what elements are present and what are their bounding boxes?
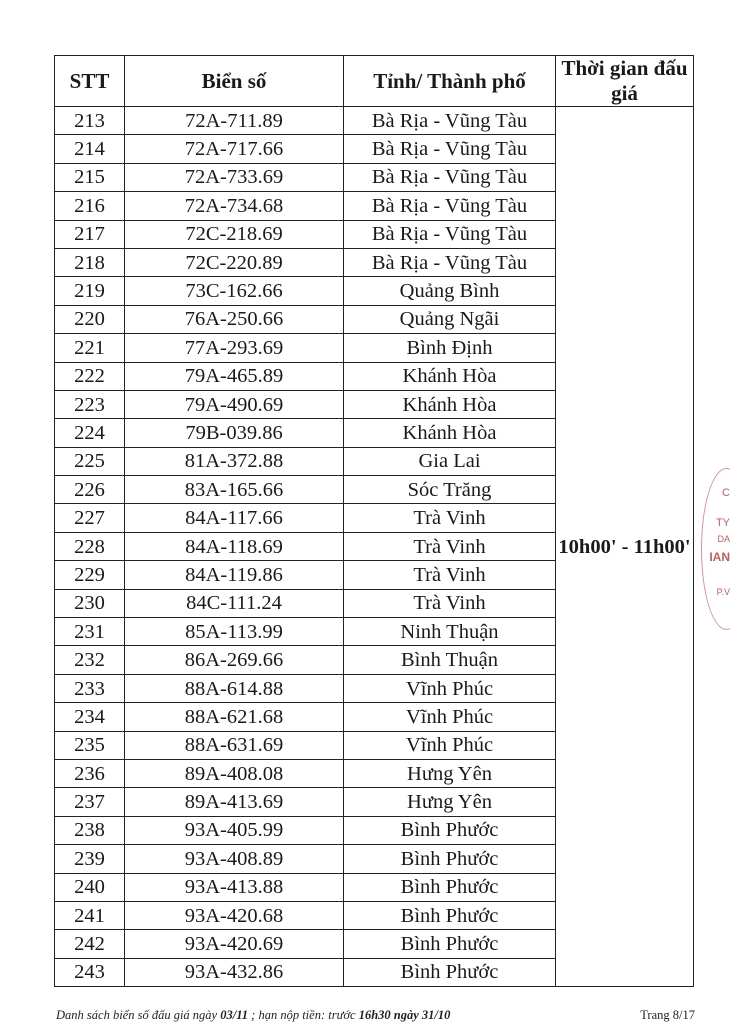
row-plate-cell: 84A-119.86	[125, 561, 344, 589]
row-stt-cell: 237	[55, 788, 125, 816]
row-stt-cell: 218	[55, 248, 125, 276]
row-province-cell: Khánh Hòa	[344, 419, 556, 447]
stamp-fragment-4: IAN	[709, 550, 730, 564]
row-province-cell: Bình Phước	[344, 816, 556, 844]
row-stt-cell: 238	[55, 816, 125, 844]
row-stt-cell: 225	[55, 447, 125, 475]
row-province-cell: Vĩnh Phúc	[344, 731, 556, 759]
row-province-cell: Bình Phước	[344, 873, 556, 901]
auction-time-cell: 10h00' - 11h00'	[556, 107, 694, 987]
row-province-cell: Khánh Hòa	[344, 390, 556, 418]
row-plate-cell: 93A-420.68	[125, 901, 344, 929]
footer-note	[56, 1008, 696, 1023]
row-stt-cell: 216	[55, 192, 125, 220]
license-plate-auction-table	[54, 55, 694, 987]
row-province-cell: Hưng Yên	[344, 788, 556, 816]
row-stt-cell: 226	[55, 476, 125, 504]
row-plate-cell: 73C-162.66	[125, 277, 344, 305]
row-stt-cell: 231	[55, 618, 125, 646]
row-stt-cell: 220	[55, 305, 125, 333]
row-stt-cell: 221	[55, 334, 125, 362]
row-plate-cell: 81A-372.88	[125, 447, 344, 475]
row-stt-cell: 213	[55, 107, 125, 135]
row-plate-cell: 72C-220.89	[125, 248, 344, 276]
row-stt-cell: 241	[55, 901, 125, 929]
row-plate-cell: 77A-293.69	[125, 334, 344, 362]
row-stt-cell: 232	[55, 646, 125, 674]
page-number: Trang 8/17	[640, 1008, 695, 1022]
row-province-cell: Bà Rịa - Vũng Tàu	[344, 220, 556, 248]
row-province-cell: Khánh Hòa	[344, 362, 556, 390]
row-plate-cell: 84A-117.66	[125, 504, 344, 532]
row-stt-cell: 222	[55, 362, 125, 390]
table-row	[55, 107, 694, 135]
row-stt-cell: 215	[55, 163, 125, 191]
row-province-cell: Hưng Yên	[344, 759, 556, 787]
row-plate-cell: 84C-111.24	[125, 589, 344, 617]
header-stt: STT	[55, 56, 125, 107]
row-stt-cell: 227	[55, 504, 125, 532]
row-stt-cell: 219	[55, 277, 125, 305]
row-plate-cell: 79A-490.69	[125, 390, 344, 418]
row-province-cell: Bà Rịa - Vũng Tàu	[344, 248, 556, 276]
row-plate-cell: 76A-250.66	[125, 305, 344, 333]
row-plate-cell: 93A-420.69	[125, 930, 344, 958]
stamp-fragment-3: DA	[717, 534, 730, 544]
row-plate-cell: 72A-717.66	[125, 135, 344, 163]
row-province-cell: Bà Rịa - Vũng Tàu	[344, 107, 556, 135]
table-header-row	[55, 56, 694, 107]
row-province-cell: Bình Phước	[344, 958, 556, 986]
row-plate-cell: 89A-408.08	[125, 759, 344, 787]
footer-text-before-date: Danh sách biển số đấu giá ngày	[56, 1008, 221, 1022]
row-province-cell: Gia Lai	[344, 447, 556, 475]
row-province-cell: Bình Phước	[344, 845, 556, 873]
row-plate-cell: 83A-165.66	[125, 476, 344, 504]
row-stt-cell: 234	[55, 703, 125, 731]
row-plate-cell: 93A-408.89	[125, 845, 344, 873]
row-province-cell: Vĩnh Phúc	[344, 674, 556, 702]
row-province-cell: Quảng Bình	[344, 277, 556, 305]
row-province-cell: Bình Phước	[344, 901, 556, 929]
table-body	[55, 107, 694, 987]
auction-table-container	[54, 55, 693, 987]
row-stt-cell: 240	[55, 873, 125, 901]
row-plate-cell: 79B-039.86	[125, 419, 344, 447]
row-stt-cell: 242	[55, 930, 125, 958]
row-stt-cell: 239	[55, 845, 125, 873]
row-stt-cell: 236	[55, 759, 125, 787]
row-stt-cell: 229	[55, 561, 125, 589]
stamp-fragment-5: P.V	[716, 587, 730, 597]
row-plate-cell: 88A-621.68	[125, 703, 344, 731]
row-plate-cell: 72A-733.69	[125, 163, 344, 191]
header-plate-number: Biển số	[125, 56, 344, 107]
row-plate-cell: 85A-113.99	[125, 618, 344, 646]
row-stt-cell: 217	[55, 220, 125, 248]
row-plate-cell: 86A-269.66	[125, 646, 344, 674]
row-plate-cell: 72A-734.68	[125, 192, 344, 220]
stamp-fragment-2: TY	[715, 517, 730, 529]
footer-auction-date: 03/11	[220, 1008, 249, 1022]
row-province-cell: Trà Vinh	[344, 532, 556, 560]
row-province-cell: Bà Rịa - Vũng Tàu	[344, 192, 556, 220]
row-plate-cell: 88A-631.69	[125, 731, 344, 759]
footer-payment-deadline: 16h30 ngày 31/10	[358, 1008, 451, 1022]
row-stt-cell: 235	[55, 731, 125, 759]
row-plate-cell: 79A-465.89	[125, 362, 344, 390]
row-province-cell: Vĩnh Phúc	[344, 703, 556, 731]
row-province-cell: Trà Vinh	[344, 561, 556, 589]
row-plate-cell: 72A-711.89	[125, 107, 344, 135]
row-plate-cell: 72C-218.69	[125, 220, 344, 248]
row-stt-cell: 223	[55, 390, 125, 418]
row-province-cell: Bình Phước	[344, 930, 556, 958]
row-stt-cell: 233	[55, 674, 125, 702]
row-province-cell: Bà Rịa - Vũng Tàu	[344, 135, 556, 163]
row-stt-cell: 224	[55, 419, 125, 447]
row-plate-cell: 84A-118.69	[125, 532, 344, 560]
row-plate-cell: 93A-413.88	[125, 873, 344, 901]
header-auction-time: Thời gian đấu giá	[556, 56, 694, 107]
stamp-fragment-1: C	[722, 487, 730, 499]
footer-text-middle: ; hạn nộp tiền: trước	[248, 1008, 359, 1022]
row-plate-cell: 89A-413.69	[125, 788, 344, 816]
header-province: Tỉnh/ Thành phố	[344, 56, 556, 107]
row-province-cell: Bà Rịa - Vũng Tàu	[344, 163, 556, 191]
row-province-cell: Quảng Ngãi	[344, 305, 556, 333]
row-province-cell: Sóc Trăng	[344, 476, 556, 504]
row-province-cell: Trà Vinh	[344, 504, 556, 532]
row-plate-cell: 93A-405.99	[125, 816, 344, 844]
row-stt-cell: 214	[55, 135, 125, 163]
row-province-cell: Bình Định	[344, 334, 556, 362]
row-stt-cell: 243	[55, 958, 125, 986]
row-plate-cell: 93A-432.86	[125, 958, 344, 986]
row-plate-cell: 88A-614.88	[125, 674, 344, 702]
row-province-cell: Bình Thuận	[344, 646, 556, 674]
row-stt-cell: 230	[55, 589, 125, 617]
row-province-cell: Trà Vinh	[344, 589, 556, 617]
row-province-cell: Ninh Thuận	[344, 618, 556, 646]
row-stt-cell: 228	[55, 532, 125, 560]
